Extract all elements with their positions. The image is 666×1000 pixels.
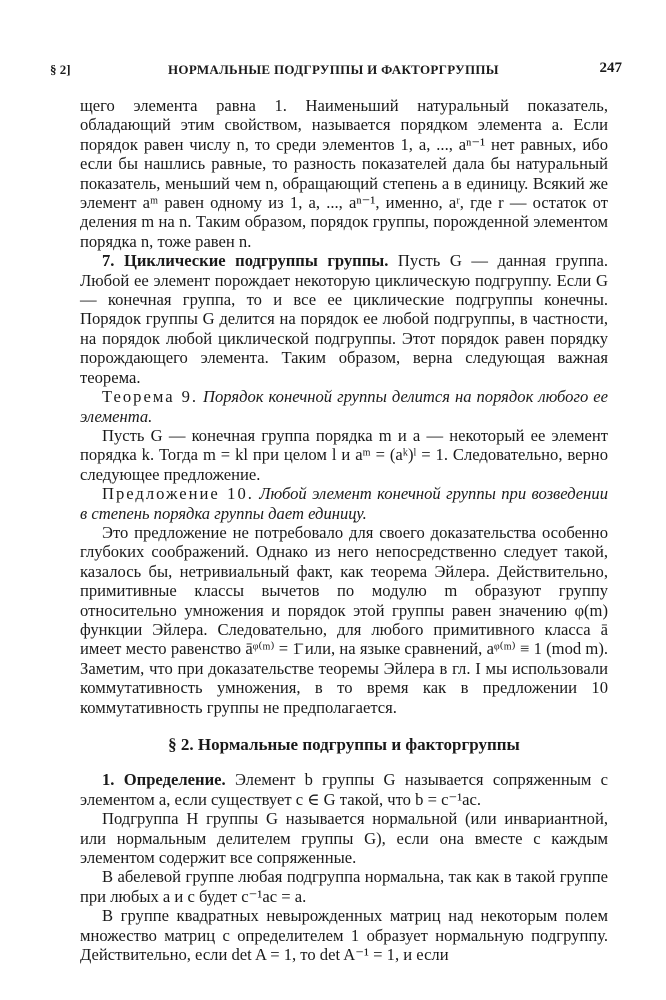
- subsection-heading-7: 7. Циклические подгруппы группы.: [102, 251, 389, 271]
- paragraph-abelian: В абелевой группе любая подгруппа нормальна, так как в такой группе при любых a и c будет c⁻¹ac = a.: [80, 867, 608, 906]
- page-body: [80, 96, 608, 964]
- running-header: [50, 60, 622, 80]
- theorem-statement: Порядок конечной группы делится на порядок любого ее элемента.: [80, 387, 608, 426]
- paragraph-4: Это предложение не потребовало для своего доказательства особенно глубоких соображений. Однако из него непосредственно следует такой, казалось бы, нетривиальный факт, как теорема Эйлера. Действительно, примитивные классы вычетов по модулю m образуют группу относительно умножения и порядок этой группы равен значению φ(m) функции Эйлера. Следовательно, для любого примитивного класса ā имеет место равенство āᵠ⁽ᵐ⁾ = 1̄ или, на языке сравнений, aᵠ⁽ᵐ⁾ ≡ 1 (mod m). Заметим, что при доказательстве теоремы Эйлера в гл. I мы использовали коммутативность умножения, в то время как в предложении 10 коммутативность группы не предполагается.: [80, 522, 608, 717]
- paragraph-3: Пусть G — конечная группа порядка m и a — некоторый ее элемент порядка k. Тогда m = kl при целом l и aᵐ = (aᵏ)ˡ = 1. Следовательно, верно следующее предложение.: [80, 425, 608, 484]
- proposition-statement: Любой элемент конечной группы при возведении в степень порядка группы дает единицу.: [80, 484, 608, 523]
- definition-text: Элемент b группы G называется сопряженным с элементом a, если существует c ∈ G такой, что b = c⁻¹ac.: [80, 770, 608, 809]
- paragraph-2-text: Пусть G — данная группа. Любой ее элемент порождает некоторую циклическую подгруппу. Если G — конечная группа, то и все ее циклические подгруппы конечны. Порядок группы G делится на порядок ее любой подгруппы, в частности, на порядок любой циклической подгруппы. Этот порядок равен порядку порождающего элемента. Таким образом, верна следующая важная теорема.: [80, 251, 608, 387]
- proposition-label: Предложение 10.: [102, 484, 254, 504]
- theorem-9: [80, 387, 608, 426]
- paragraph-1: щего элемента равна 1. Наименьший натуральный показатель, обладающий этим свойством, называется порядком элемента a. Если порядок равен числу n, то среди элементов 1, a, ..., aⁿ⁻¹ нет равных, ибо если бы нашлись равные, то разность показателей дала бы натуральный показатель, меньший чем n, обращающий степень a в единицу. Всякий же элемент aᵐ равен одному из 1, a, ..., aⁿ⁻¹, именно, aʳ, где r — остаток от деления m на n. Таким образом, порядок группы, порожденной элементом порядка n, тоже равен n.: [80, 96, 608, 251]
- header-title: НОРМАЛЬНЫЕ ПОДГРУППЫ И ФАКТОРГРУППЫ: [168, 62, 499, 77]
- theorem-label: Теорема 9.: [102, 387, 199, 407]
- definition-paragraph: [80, 770, 608, 809]
- paragraph-matrices: В группе квадратных невырожденных матриц над некоторым полем множество матриц с определителем 1 образует нормальную подгруппу. Действительно, если det A = 1, то det A⁻¹ = 1, и если: [80, 906, 608, 965]
- paragraph-normal-subgroup: Подгруппа H группы G называется нормальной (или инвариантной, или нормальным делителем группы G), если она вместе с каждым элементом содержит все сопряженные.: [80, 809, 608, 868]
- subsection-heading-1: 1. Определение.: [102, 770, 226, 790]
- proposition-10: [80, 484, 608, 523]
- header-section: § 2]: [50, 62, 71, 77]
- section-title: § 2. Нормальные подгруппы и факторгруппы: [168, 735, 520, 754]
- paragraph-cyclic-subgroups: [80, 251, 608, 387]
- page-number: 247: [599, 60, 622, 76]
